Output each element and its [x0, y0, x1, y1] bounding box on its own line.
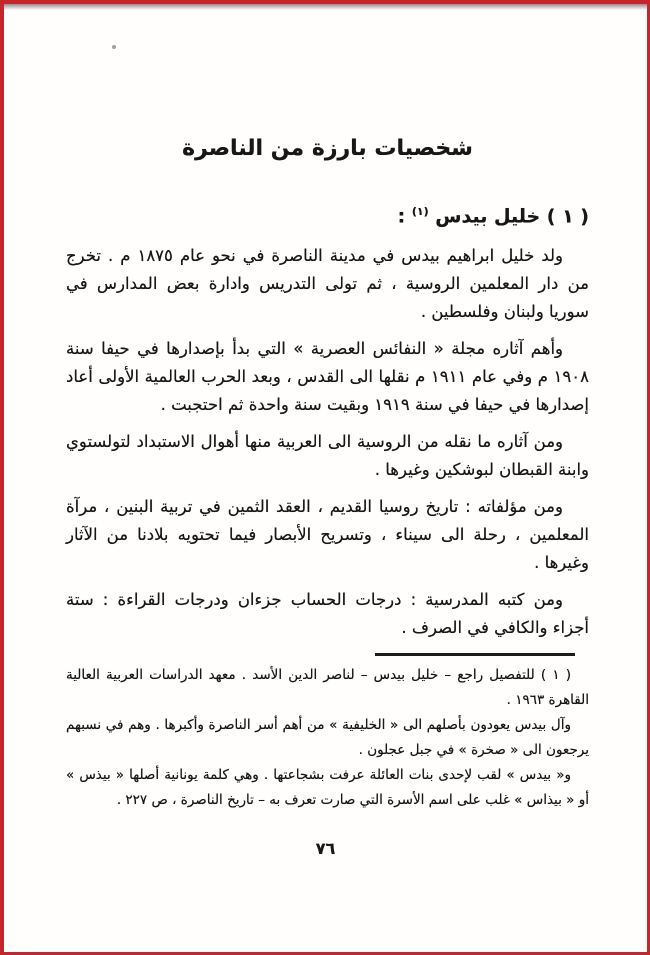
section-heading-text: ( ١ ) خليل بيدس [435, 205, 589, 228]
footnote-separator [375, 653, 575, 656]
paragraph: ومن كتبه المدرسية : درجات الحساب جزءان ودرجات القراءة : ستة أجزاء والكافي في الصرف . [66, 590, 589, 638]
paragraph: ومن آثاره ما نقله من الروسية الى العربية منها أهوال الاستبداد لتولستوي وابنة القبطان لبوشكين وغيرها . [66, 432, 589, 480]
footnote: ( ١ ) للتفصيل راجع – خليل بيدس – لناصر الدين الأسد . معهد الدراسات العربية العالية القاهرة ١٩٦٣ . [66, 667, 589, 709]
footnote-marker: (١) [411, 205, 429, 218]
page-content [4, 4, 647, 952]
footnote: وآل بيدس يعودون بأصلهم الى « الخليفية » من أهم أسر الناصرة وأكبرها . وهم في نسبهم يرجعون الى « صخرة » في جبل عجلون . [66, 717, 589, 759]
text-column [66, 4, 589, 813]
page-number: ٧٦ [315, 839, 336, 858]
paragraph: ولد خليل ابراهيم بيدس في مدينة الناصرة في نحو عام ١٨٧٥ م . تخرج من دار المعلمين الروسية ، ثم تولى التدريس وادارة بعض المدارس في سوريا ولبنان وفلسطين . [66, 246, 589, 322]
section-heading-colon: : [397, 205, 412, 228]
paragraph: ومن مؤلفاته : تاريخ روسيا القديم ، العقد الثمين في تربية البنين ، مرآة المعلمين ، رحلة الى سيناء ، وتسريح الأبصار فيما تحتويه بلادنا من الآثار وغيرها . [66, 497, 589, 573]
footnote: و« بيدس » لقب لإحدى بنات العائلة عرفت بشجاعتها . وهي كلمة يونانية أصلها « بيذس » أو « بيذاس » غلب على اسم الأسرة التي صارت تعرف به – تاريخ الناصرة ، ص ٢٢٧ . [66, 767, 589, 809]
paragraph: وأهم آثاره مجلة « النفائس العصرية » التي بدأ بإصدارها في حيفا سنة ١٩٠٨ م وفي عام ١٩١١ م نقلها الى القدس ، وبعد الحرب العالمية الأولى أعاد إصدارها في حيفا في سنة ١٩١٩ وبقيت سنة واحدة ثم احتجبت . [66, 339, 589, 415]
section-heading [66, 205, 589, 227]
page-title: شخصيات بارزة من الناصرة [182, 136, 473, 161]
